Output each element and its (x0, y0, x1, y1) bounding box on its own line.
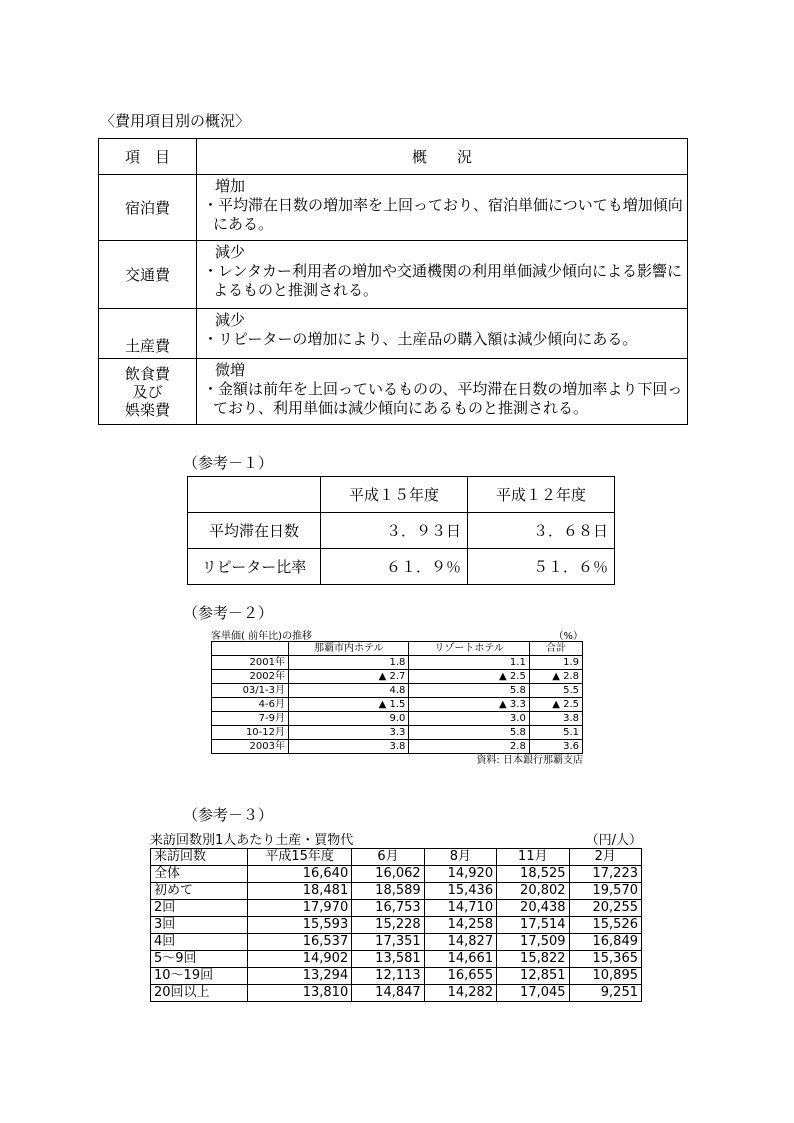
ref3-value: 14,902 (248, 951, 352, 968)
ref2-table (211, 641, 583, 754)
ref3-value: 15,365 (569, 951, 641, 968)
ref3-header-cell: 11月 (497, 849, 569, 866)
overview-item: 土産費 (99, 309, 197, 359)
ref2-header-cell (212, 642, 289, 656)
ref2-row (212, 726, 583, 740)
ref3-value: 16,640 (248, 866, 352, 883)
ref1-table (187, 476, 615, 585)
ref2-caption: 客単価( 前年比)の推移 (211, 631, 312, 642)
ref2-period: 2002年 (212, 670, 289, 684)
ref3-value: 20,438 (497, 900, 569, 917)
ref2-value: 3.8 (289, 740, 409, 754)
ref3-value: 16,753 (352, 900, 424, 917)
ref3-value: 15,436 (424, 883, 496, 900)
ref1-value: ３．６８日 (468, 513, 615, 549)
ref3-value: 16,537 (248, 934, 352, 951)
ref3-value: 15,526 (569, 917, 641, 934)
ref3-value: 15,228 (352, 917, 424, 934)
overview-status: 増加 (215, 177, 246, 195)
ref2-value: 3.0 (409, 712, 529, 726)
ref1-header-row (188, 477, 615, 513)
ref2-period: 2003年 (212, 740, 289, 754)
ref3-table (150, 848, 642, 1002)
overview-row (99, 241, 688, 309)
ref3-value: 19,570 (569, 883, 641, 900)
ref3-visit-count: 初めて (151, 883, 248, 900)
ref3-body (151, 866, 642, 1002)
ref3-row (151, 917, 642, 934)
ref2-value: 1.8 (289, 656, 409, 670)
ref3-value: 14,827 (424, 934, 496, 951)
overview-row (99, 309, 688, 359)
ref3-visit-count: 10～19回 (151, 968, 248, 985)
ref3-visit-count: 5～9回 (151, 951, 248, 968)
overview-desc: ・平均滞在日数の増加率を上回っており、宿泊単価についても増加傾向にある。 (203, 196, 683, 233)
ref3-title: （参考－３） (183, 806, 274, 824)
ref3-header-cell: 2月 (569, 849, 641, 866)
ref3-unit: （円/人） (585, 833, 642, 848)
ref1-header-cell (188, 477, 321, 513)
ref3-header-cell: 来訪回数 (151, 849, 248, 866)
ref3-value: 15,822 (497, 951, 569, 968)
ref1-row (188, 513, 615, 549)
ref3-value: 14,847 (352, 985, 424, 1002)
ref2-value: 5.8 (409, 726, 529, 740)
ref3-row (151, 883, 642, 900)
ref2-value: 4.8 (289, 684, 409, 698)
overview-row (99, 359, 688, 425)
ref2-value: ▲ 3.3 (409, 698, 529, 712)
ref3-value: 12,113 (352, 968, 424, 985)
ref2-body (212, 656, 583, 754)
ref3-value: 14,710 (424, 900, 496, 917)
ref3-row (151, 934, 642, 951)
ref2-header-row (212, 642, 583, 656)
overview-status: 減少 (215, 311, 246, 329)
ref2-period: 4-6月 (212, 698, 289, 712)
ref2-value: 1.1 (409, 656, 529, 670)
ref2-title: （参考－２） (183, 604, 274, 622)
ref1-header-cell: 平成１５年度 (321, 477, 468, 513)
overview-desc: ・リピーターの増加により、土産品の購入額は減少傾向にある。 (203, 330, 638, 348)
ref2-value: 5.1 (529, 726, 582, 740)
ref3-visit-count: 3回 (151, 917, 248, 934)
ref3-caption: 来訪回数別1人あたり土産・買物代 (150, 833, 354, 848)
ref3-value: 18,481 (248, 883, 352, 900)
ref2-period: 2001年 (212, 656, 289, 670)
ref3-value: 14,258 (424, 917, 496, 934)
ref2-value: 3.8 (529, 712, 582, 726)
overview-table (98, 138, 688, 425)
ref3-value: 16,655 (424, 968, 496, 985)
ref3-header-cell: 8月 (424, 849, 496, 866)
ref3-value: 13,810 (248, 985, 352, 1002)
ref3-value: 12,851 (497, 968, 569, 985)
ref2-value: 5.8 (409, 684, 529, 698)
ref2-row (212, 670, 583, 684)
ref3-visit-count: 20回以上 (151, 985, 248, 1002)
ref3-value: 16,062 (352, 866, 424, 883)
ref1-value: ３．９３日 (321, 513, 468, 549)
ref3-value: 16,849 (569, 934, 641, 951)
ref2-row (212, 684, 583, 698)
ref3-value: 10,895 (569, 968, 641, 985)
ref3-row (151, 985, 642, 1002)
overview-desc: ・レンタカー利用者の増加や交通機関の利用単価減少傾向による影響によるものと推測される。 (203, 262, 683, 299)
ref2-value: 2.8 (409, 740, 529, 754)
ref3-header-cell: 平成15年度 (248, 849, 352, 866)
overview-header-item: 項 目 (99, 139, 197, 175)
overview-desc-cell (197, 241, 688, 309)
ref2-period: 03/1-3月 (212, 684, 289, 698)
ref2-source: 資料: 日本銀行那覇支店 (476, 755, 583, 766)
ref3-value: 15,593 (248, 917, 352, 934)
ref3-row (151, 866, 642, 883)
ref2-block (211, 627, 583, 768)
ref2-period: 7-9月 (212, 712, 289, 726)
ref3-value: 20,802 (497, 883, 569, 900)
ref3-value: 14,661 (424, 951, 496, 968)
ref2-value: ▲ 2.8 (529, 670, 582, 684)
overview-item: 交通費 (99, 241, 197, 309)
ref2-value: 9.0 (289, 712, 409, 726)
ref2-value: 1.9 (529, 656, 582, 670)
ref2-caption-row (211, 627, 583, 641)
overview-row (99, 175, 688, 241)
ref2-value: 3.3 (289, 726, 409, 740)
ref3-visit-count: 4回 (151, 934, 248, 951)
ref3-value: 14,282 (424, 985, 496, 1002)
ref2-row (212, 656, 583, 670)
ref3-value: 17,045 (497, 985, 569, 1002)
ref3-header-cell: 6月 (352, 849, 424, 866)
ref3-value: 18,525 (497, 866, 569, 883)
overview-desc: ・金額は前年を上回っているものの、平均滞在日数の増加率より下回っており、利用単価は減少傾向にあるものと推測される。 (203, 380, 683, 417)
ref1-title: （参考－１） (183, 454, 274, 472)
ref2-header-cell: 那覇市内ホテル (289, 642, 409, 656)
overview-header-row (99, 139, 688, 175)
ref3-value: 17,223 (569, 866, 641, 883)
ref2-period: 10-12月 (212, 726, 289, 740)
ref3-value: 20,255 (569, 900, 641, 917)
overview-desc-cell (197, 359, 688, 425)
ref1-value: ６１．９％ (321, 549, 468, 585)
ref3-row (151, 951, 642, 968)
ref2-row (212, 712, 583, 726)
ref3-visit-count: 全体 (151, 866, 248, 883)
overview-desc-cell (197, 309, 688, 359)
ref3-row (151, 968, 642, 985)
ref3-value: 13,294 (248, 968, 352, 985)
ref3-header-row (151, 849, 642, 866)
ref3-value: 17,509 (497, 934, 569, 951)
overview-status: 減少 (215, 243, 246, 261)
ref1-label: 平均滞在日数 (188, 513, 321, 549)
ref1-label: リピーター比率 (188, 549, 321, 585)
ref1-row (188, 549, 615, 585)
ref2-value: 5.5 (529, 684, 582, 698)
ref2-row (212, 698, 583, 712)
section-title: 〈費用項目別の概況〉 (100, 112, 251, 130)
ref3-value: 9,251 (569, 985, 641, 1002)
ref3-value: 17,351 (352, 934, 424, 951)
overview-desc-cell (197, 175, 688, 241)
overview-item: 宿泊費 (99, 175, 197, 241)
ref2-value: ▲ 2.5 (529, 698, 582, 712)
ref3-block (150, 833, 642, 1002)
ref2-row (212, 740, 583, 754)
ref3-value: 18,589 (352, 883, 424, 900)
overview-item: 飲食費 及び 娯楽費 (99, 359, 197, 425)
ref2-value: ▲ 2.7 (289, 670, 409, 684)
ref3-value: 13,581 (352, 951, 424, 968)
overview-header-summary: 概 況 (197, 139, 688, 175)
ref2-header-cell: 合計 (529, 642, 582, 656)
ref2-value: 3.6 (529, 740, 582, 754)
ref3-value: 17,514 (497, 917, 569, 934)
ref1-value: ５１．６％ (468, 549, 615, 585)
ref3-visit-count: 2回 (151, 900, 248, 917)
ref2-header-cell: リゾートホテル (409, 642, 529, 656)
ref3-value: 14,920 (424, 866, 496, 883)
ref1-header-cell: 平成１２年度 (468, 477, 615, 513)
ref3-row (151, 900, 642, 917)
ref2-unit: （%） (553, 631, 583, 642)
overview-status: 微増 (215, 361, 246, 379)
ref2-value: ▲ 2.5 (409, 670, 529, 684)
ref3-caption-row (150, 833, 642, 848)
ref3-value: 17,970 (248, 900, 352, 917)
ref2-value: ▲ 1.5 (289, 698, 409, 712)
